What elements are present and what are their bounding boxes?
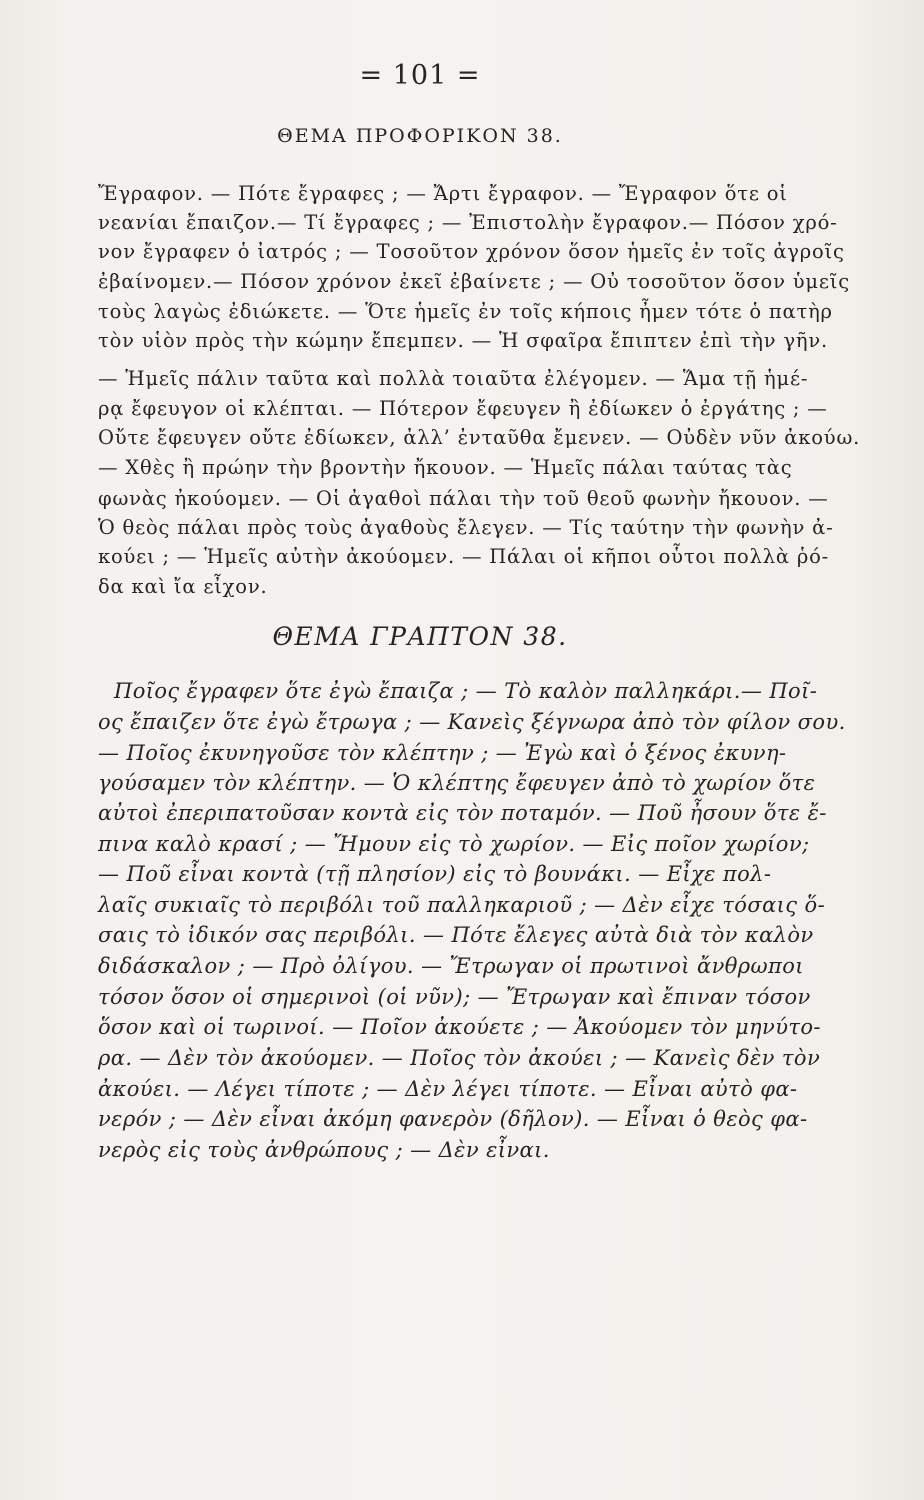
written-line: λαῖς συκιαῖς τὸ περιβόλι τοῦ παλληκαριοῦ ; — Δὲν εἶχε τόσαις ὅ- <box>98 893 826 917</box>
written-exercise-heading: ΘΕΜΑ ΓΡΑΠΤΟΝ 38. <box>272 622 568 651</box>
oral-exercise-heading: ΘΕΜΑ ΠΡΟΦΟΡΙΚΟΝ 38. <box>277 125 563 147</box>
oral-line: φωνὰς ἠκούομεν. — Οἱ ἀγαθοὶ πάλαι τὴν τοῦ θεοῦ φωνὴν ἤκουον. — <box>98 487 829 510</box>
written-line: σαις τὸ ἰδικόν σας περιβόλι. — Πότε ἔλεγες αὐτὰ διὰ τὸν καλὸν <box>98 923 814 947</box>
written-line: τόσον ὅσον οἱ σημερινοὶ (οἱ νῦν); — Ἔτρωγαν καὶ ἔπιναν τόσον <box>98 985 811 1009</box>
oral-line: ρᾳ ἔφευγον οἱ κλέπται. — Πότερον ἔφευγεν ἢ ἐδίωκεν ὁ ἐργάτης ; — <box>98 397 828 420</box>
written-line: — Ποῖος ἐκυνηγοῦσε τὸν κλέπτην ; — Ἐγὼ καὶ ὁ ξένος ἐκυνη- <box>98 741 787 765</box>
oral-line: τὸν υἱὸν πρὸς τὴν κώμην ἔπεμπεν. — Ἡ σφαῖρα ἔπιπτεν ἐπὶ τὴν γῆν. <box>98 329 829 352</box>
oral-line: ἐβαίνομεν.— Πόσον χρόνον ἐκεῖ ἐβαίνετε ; — Οὐ τοσοῦτον ὅσον ὑμεῖς <box>98 270 850 293</box>
oral-line: νεανίαι ἔπαιζον.— Τί ἔγραφες ; — Ἐπιστολὴν ἔγραφον.— Πόσον χρό- <box>98 211 838 234</box>
written-line: ος ἔπαιζεν ὅτε ἐγὼ ἔτρωγα ; — Κανεὶς ξέγνωρα ἀπὸ τὸν φίλον σου. <box>98 710 846 734</box>
oral-line: τοὺς λαγὼς ἐδιώκετε. — Ὅτε ἡμεῖς ἐν τοῖς κήποις ἦμεν τότε ὁ πατὴρ <box>98 300 833 323</box>
written-line: νερόν ; — Δὲν εἶναι ἀκόμη φανερὸν (δῆλον). — Εἶναι ὁ θεὸς φα- <box>98 1107 808 1131</box>
page-number: = 101 = <box>359 60 481 91</box>
written-line: ρα. — Δὲν τὸν ἀκούομεν. — Ποῖος τὸν ἀκούει ; — Κανεὶς δὲν τὸν <box>98 1046 821 1070</box>
oral-line: — Ἡμεῖς πάλιν ταῦτα καὶ πολλὰ τοιαῦτα ἐλέγομεν. — Ἅμα τῇ ἡμέ- <box>98 367 809 390</box>
oral-line: δα καὶ ἴα εἶχον. <box>98 575 268 598</box>
written-line: ἀκούει. — Λέγει τίποτε ; — Δὲν λέγει τίποτε. — Εἶναι αὐτὸ φα- <box>98 1077 798 1101</box>
oral-line: Οὔτε ἔφευγεν οὔτε ἐδίωκεν, ἀλλ’ ἐνταῦθα ἔμενεν. — Οὐδὲν νῦν ἀκούω. <box>98 426 861 449</box>
written-line: πινα καλὸ κρασί ; — Ἤμουν εἰς τὸ χωρίον. — Εἰς ποῖον χωρίον; <box>98 832 810 856</box>
written-line: νερὸς εἰς τοὺς ἀνθρώπους ; — Δὲν εἶναι. <box>98 1138 550 1162</box>
written-line: αὐτοὶ ἐπεριπατοῦσαν κοντὰ εἰς τὸν ποταμόν. — Ποῦ ἦσουν ὅτε ἔ- <box>98 801 827 825</box>
oral-line: νον ἔγραφεν ὁ ἰατρός ; — Τοσοῦτον χρόνον ὅσον ἡμεῖς ἐν τοῖς ἀγροῖς <box>98 240 845 263</box>
oral-line: Ὁ θεὸς πάλαι πρὸς τοὺς ἀγαθοὺς ἔλεγεν. — Τίς ταύτην τὴν φωνὴν ἀ- <box>98 516 834 539</box>
oral-line: Ἔγραφον. — Πότε ἔγραφες ; — Ἄρτι ἔγραφον. — Ἔγραφον ὅτε οἱ <box>98 182 788 205</box>
written-line: ὅσον καὶ οἱ τωρινοί. — Ποῖον ἀκούετε ; — Ἀκούομεν τὸν μηνύτο- <box>98 1015 821 1039</box>
written-line: διδάσκαλον ; — Πρὸ ὀλίγου. — Ἔτρωγαν οἱ πρωτινοὶ ἄνθρωποι <box>98 954 804 978</box>
written-line: Ποῖος ἔγραφεν ὅτε ἐγὼ ἔπαιζα ; — Τὸ καλὸν παλληκάρι.— Ποῖ- <box>114 679 818 703</box>
written-line: γούσαμεν τὸν κλέπτην. — Ὁ κλέπτης ἔφευγεν ἀπὸ τὸ χωρίον ὅτε <box>98 771 816 795</box>
oral-line: κούει ; — Ἡμεῖς αὐτὴν ἀκούομεν. — Πάλαι οἱ κῆποι οὗτοι πολλὰ ῥό- <box>98 545 830 568</box>
oral-line: — Χθὲς ἢ πρώην τὴν βροντὴν ἤκουον. — Ἡμεῖς πάλαι ταύτας τὰς <box>98 456 793 479</box>
written-line: — Ποῦ εἶναι κοντὰ (τῇ πλησίον) εἰς τὸ βουνάκι. — Εἶχε πολ- <box>98 862 772 886</box>
